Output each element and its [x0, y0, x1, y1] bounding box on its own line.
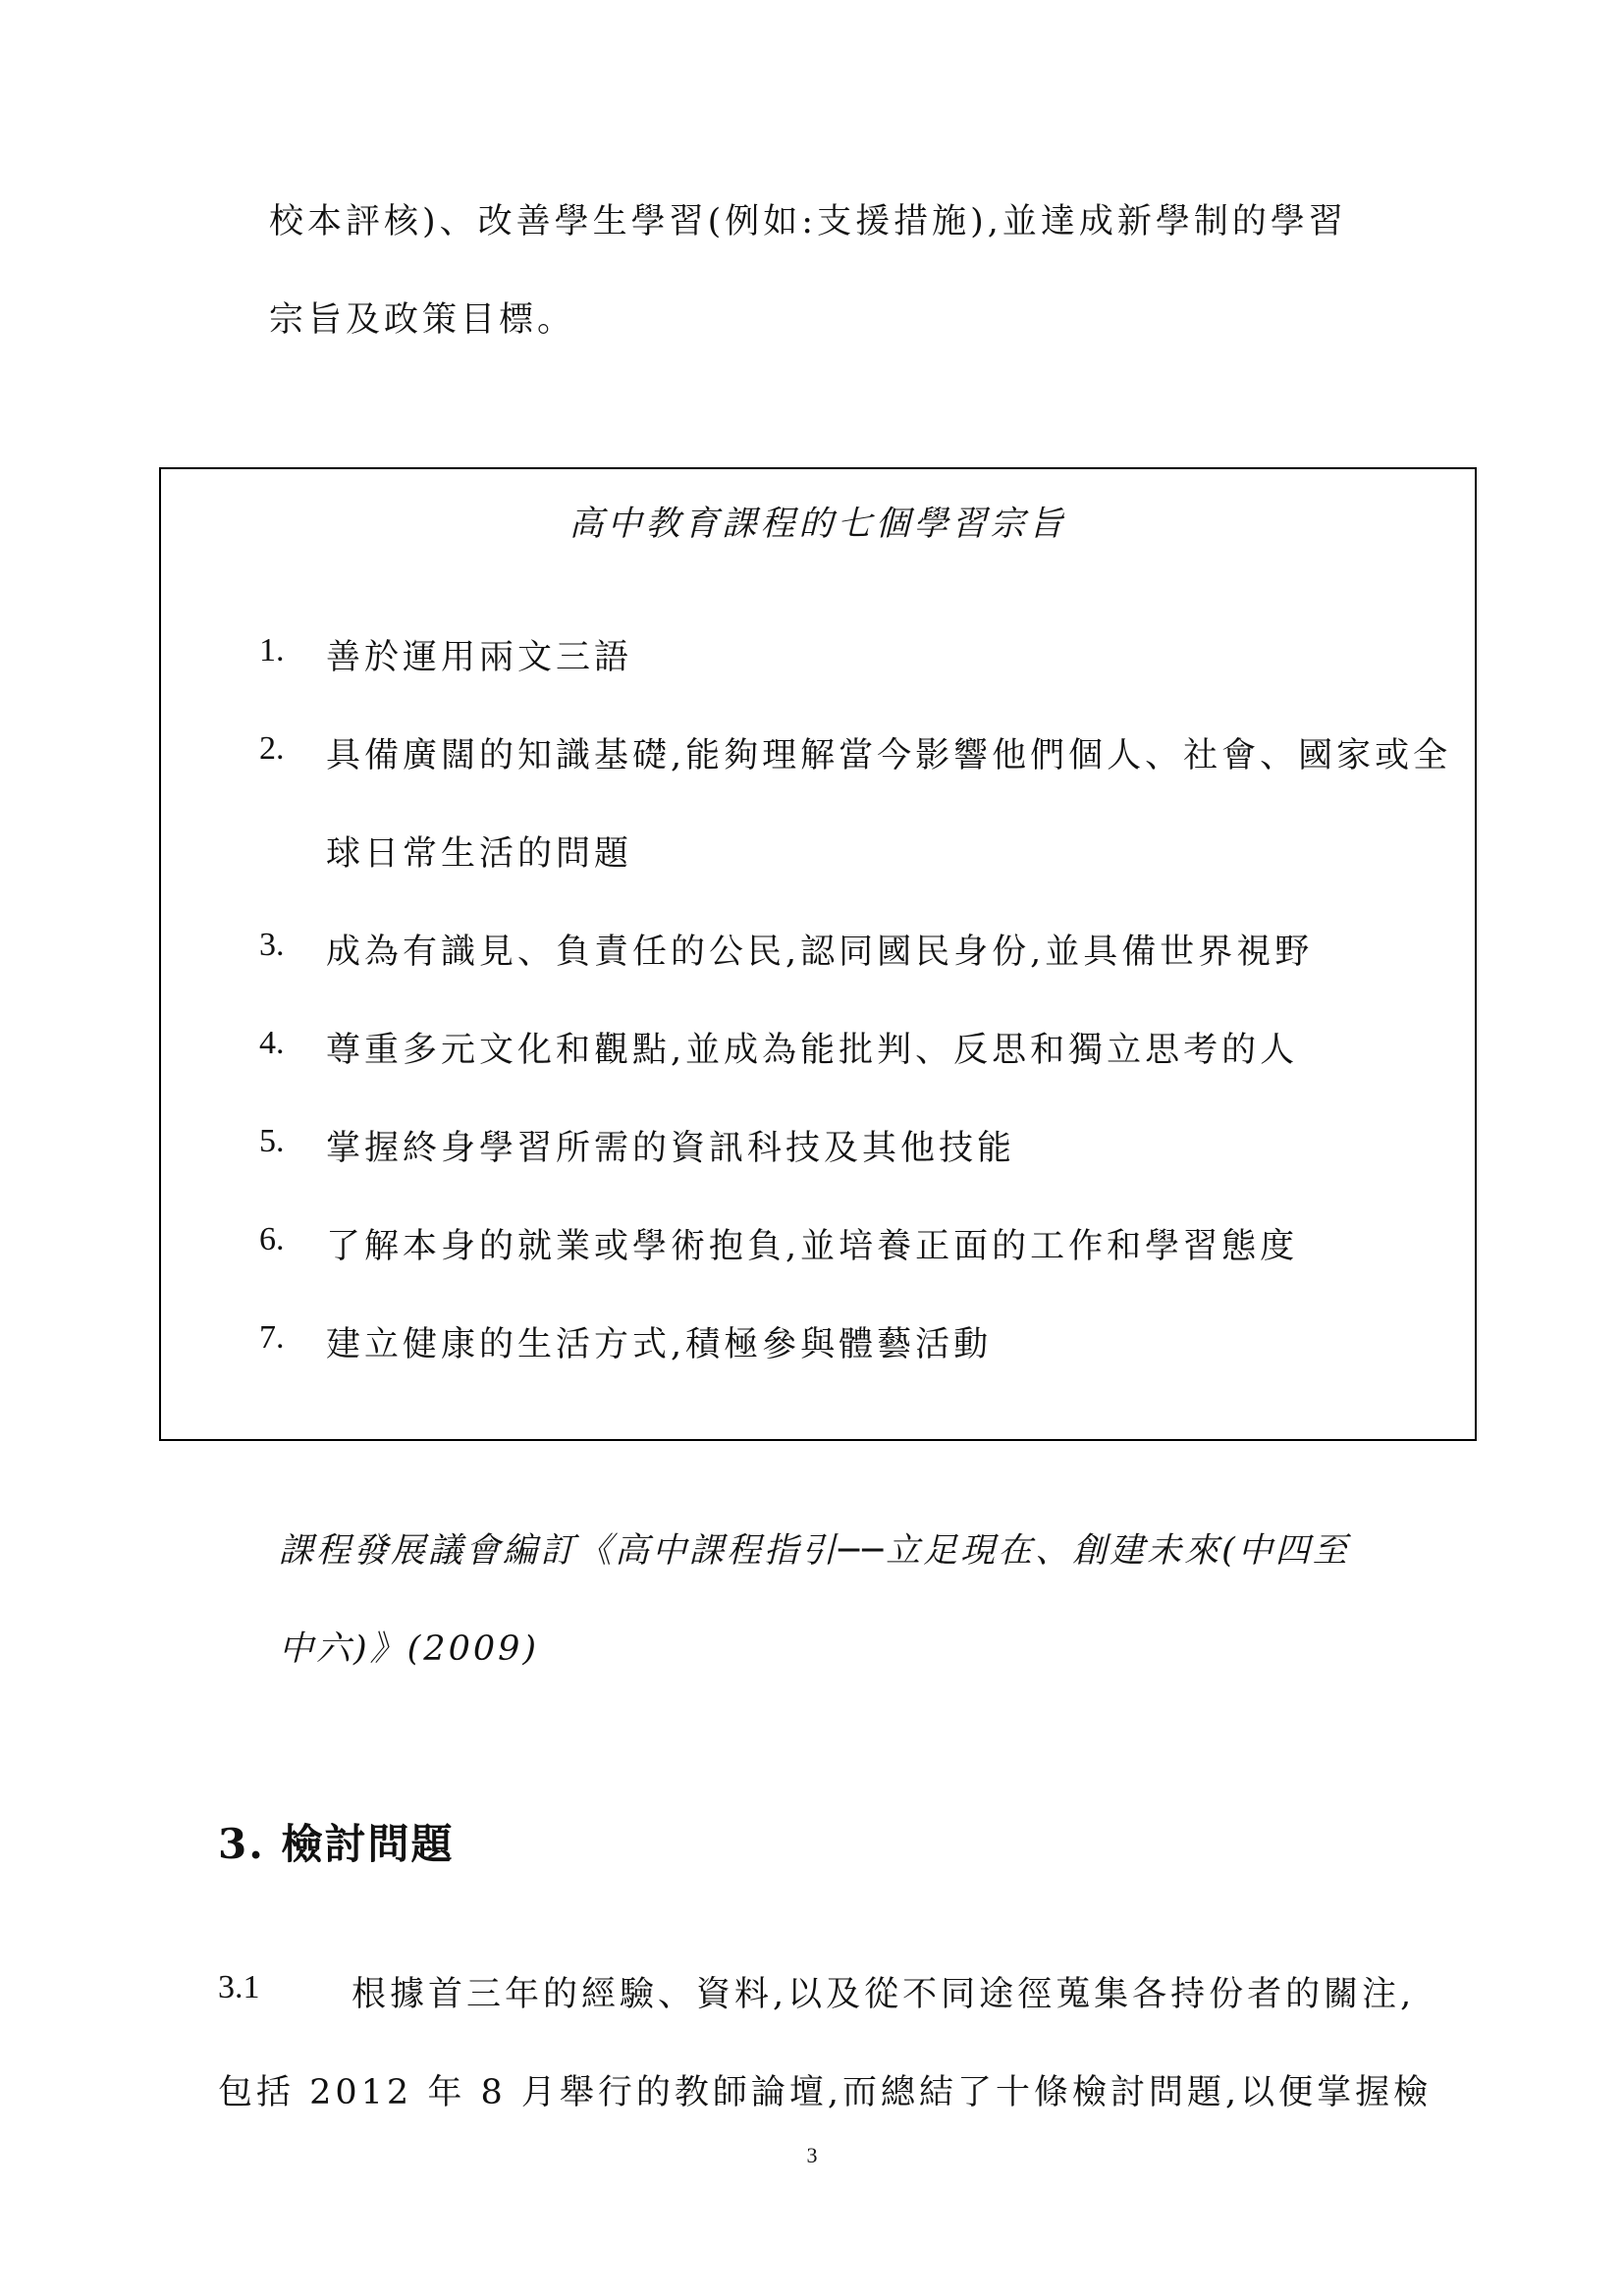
- goal-number: 7.: [259, 1319, 285, 1356]
- goal-number: 5.: [259, 1123, 285, 1159]
- learning-goals-box: [159, 467, 1477, 1441]
- goal-text: 成為有識見、負責任的公民,認同國民身份,並具備世界視野: [326, 933, 1314, 972]
- page-number: 3: [806, 2143, 818, 2167]
- paragraph-number: 3.1: [218, 1969, 260, 2005]
- paragraph-line-2: 包括 2012 年 8 月舉行的教師論壇,而總結了十條檢討問題,以便掌握檢: [218, 2073, 1433, 2112]
- goal-text: 善於運用兩文三語: [326, 638, 633, 677]
- goal-number: 1.: [259, 632, 285, 668]
- citation-line-1: 課程發展議會編訂《高中課程指引──立足現在、創建未來(中四至: [279, 1531, 1350, 1571]
- goal-text: 了解本身的就業或學術抱負,並培養正面的工作和學習態度: [326, 1227, 1299, 1266]
- goal-number: 3.: [259, 927, 285, 963]
- goal-number: 6.: [259, 1221, 285, 1257]
- goal-text: 具備廣闊的知識基礎,能夠理解當今影響他們個人、社會、國家或全: [326, 736, 1452, 775]
- paragraph-line-1: 根據首三年的經驗、資料,以及從不同途徑蒐集各持份者的關注,: [352, 1975, 1416, 2014]
- goal-number: 4.: [259, 1025, 285, 1061]
- box-title: 高中教育課程的七個學習宗旨: [568, 505, 1067, 544]
- goal-text: 建立健康的生活方式,積極參與體藝活動: [326, 1325, 993, 1364]
- goal-text: 尊重多元文化和觀點,並成為能批判、反思和獨立思考的人: [326, 1031, 1299, 1070]
- intro-line-1: 校本評核)、改善學生學習(例如:支援措施),並達成新學制的學習: [269, 202, 1347, 241]
- goal-text: 掌握終身學習所需的資訊科技及其他技能: [326, 1129, 1016, 1168]
- citation-line-2: 中六)》(2009): [279, 1629, 540, 1669]
- goal-text-continued: 球日常生活的問題: [326, 834, 633, 874]
- goal-number: 2.: [259, 730, 285, 767]
- section-heading: 3. 檢討問題: [218, 1820, 455, 1868]
- intro-line-2: 宗旨及政策目標。: [269, 300, 576, 340]
